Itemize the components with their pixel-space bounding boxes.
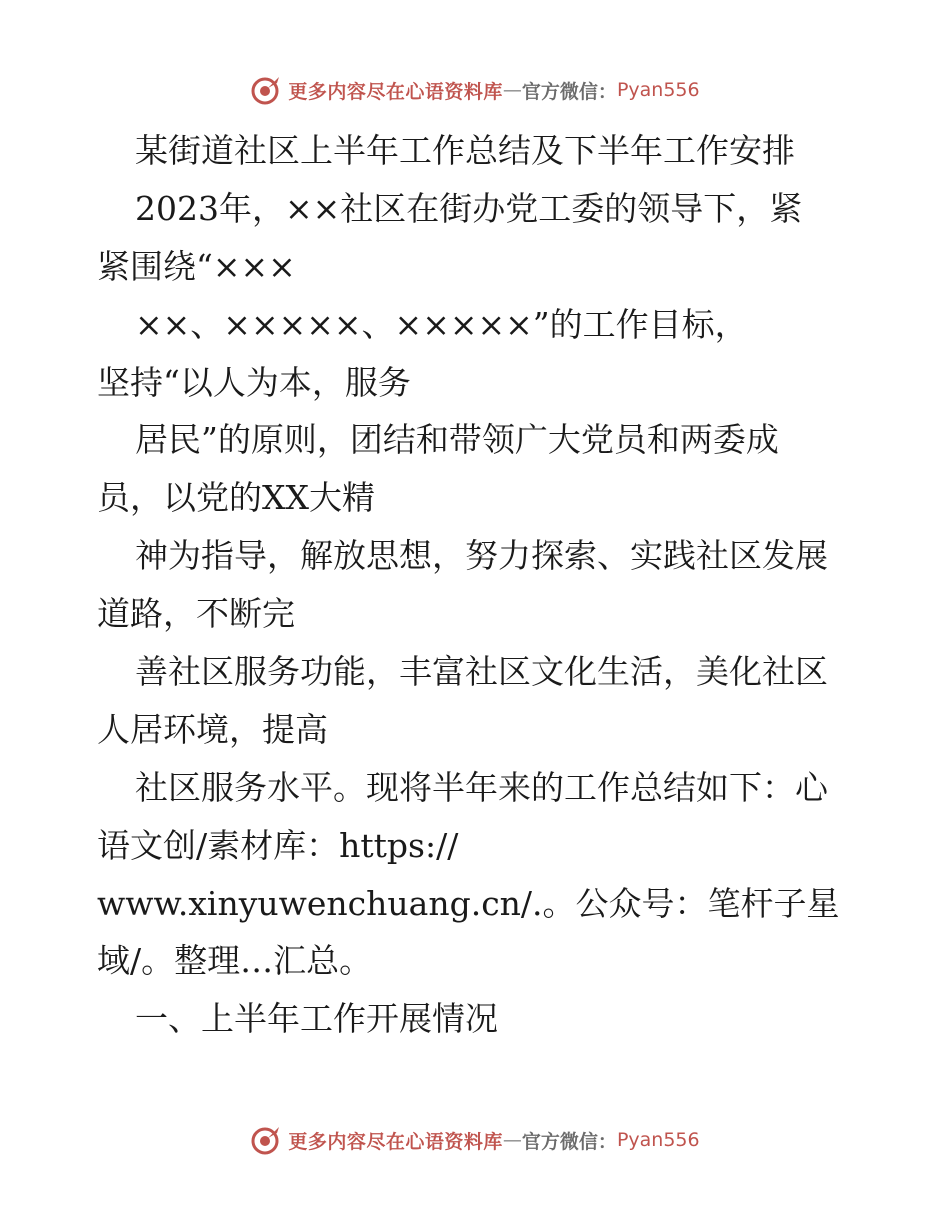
paragraph-line: ××、×××××、×××××”的工作目标， bbox=[135, 304, 748, 344]
watermark-official-label: 官方微信： bbox=[521, 80, 617, 103]
document-title: 某街道社区上半年工作总结及下半年工作安排 bbox=[135, 131, 795, 170]
header-watermark bbox=[0, 74, 950, 106]
paragraph-line: 社区服务水平。现将半年来的工作总结如下：心 bbox=[135, 767, 828, 807]
document-body bbox=[97, 122, 857, 1048]
paragraph-line: 域/。整理…汇总。 bbox=[97, 941, 373, 981]
paragraph-line: 语文创/素材库：https:// bbox=[97, 825, 459, 865]
quill-logo-icon bbox=[250, 74, 282, 106]
paragraph-line: 居民”的原则，团结和带领广大党员和两委成 bbox=[135, 420, 779, 460]
paragraph-line: 员，以党的XX大精 bbox=[97, 478, 375, 518]
footer-watermark bbox=[0, 1124, 950, 1156]
quill-logo-icon bbox=[250, 1124, 282, 1156]
paragraph-line: 人居环境，提高 bbox=[97, 709, 328, 749]
paragraph-line: 紧围绕“××× bbox=[97, 246, 296, 286]
paragraph-line: 善社区服务功能，丰富社区文化生活，美化社区 bbox=[135, 652, 828, 692]
watermark-site-text: 更多内容尽在心语资料库 bbox=[288, 1130, 503, 1153]
paragraph-line: www.xinyuwenchuang.cn/.。公众号：笔杆子星 bbox=[97, 883, 840, 923]
watermark-wechat-id: Pyan556 bbox=[616, 79, 700, 101]
watermark-site-text: 更多内容尽在心语资料库 bbox=[288, 80, 503, 103]
paragraph-line: 道路，不断完 bbox=[97, 594, 295, 634]
paragraph-line: 神为指导，解放思想，努力探索、实践社区发展 bbox=[135, 536, 828, 576]
paragraph-line: 坚持“以人为本，服务 bbox=[97, 362, 411, 402]
watermark-dash: — bbox=[502, 1129, 522, 1151]
watermark-official-label: 官方微信： bbox=[521, 1130, 617, 1153]
paragraph-line: 2023年，××社区在街办党工委的领导下，紧 bbox=[135, 188, 803, 228]
section-heading: 一、上半年工作开展情况 bbox=[135, 999, 498, 1039]
watermark-wechat-id: Pyan556 bbox=[616, 1129, 700, 1151]
watermark-dash: — bbox=[502, 79, 522, 101]
